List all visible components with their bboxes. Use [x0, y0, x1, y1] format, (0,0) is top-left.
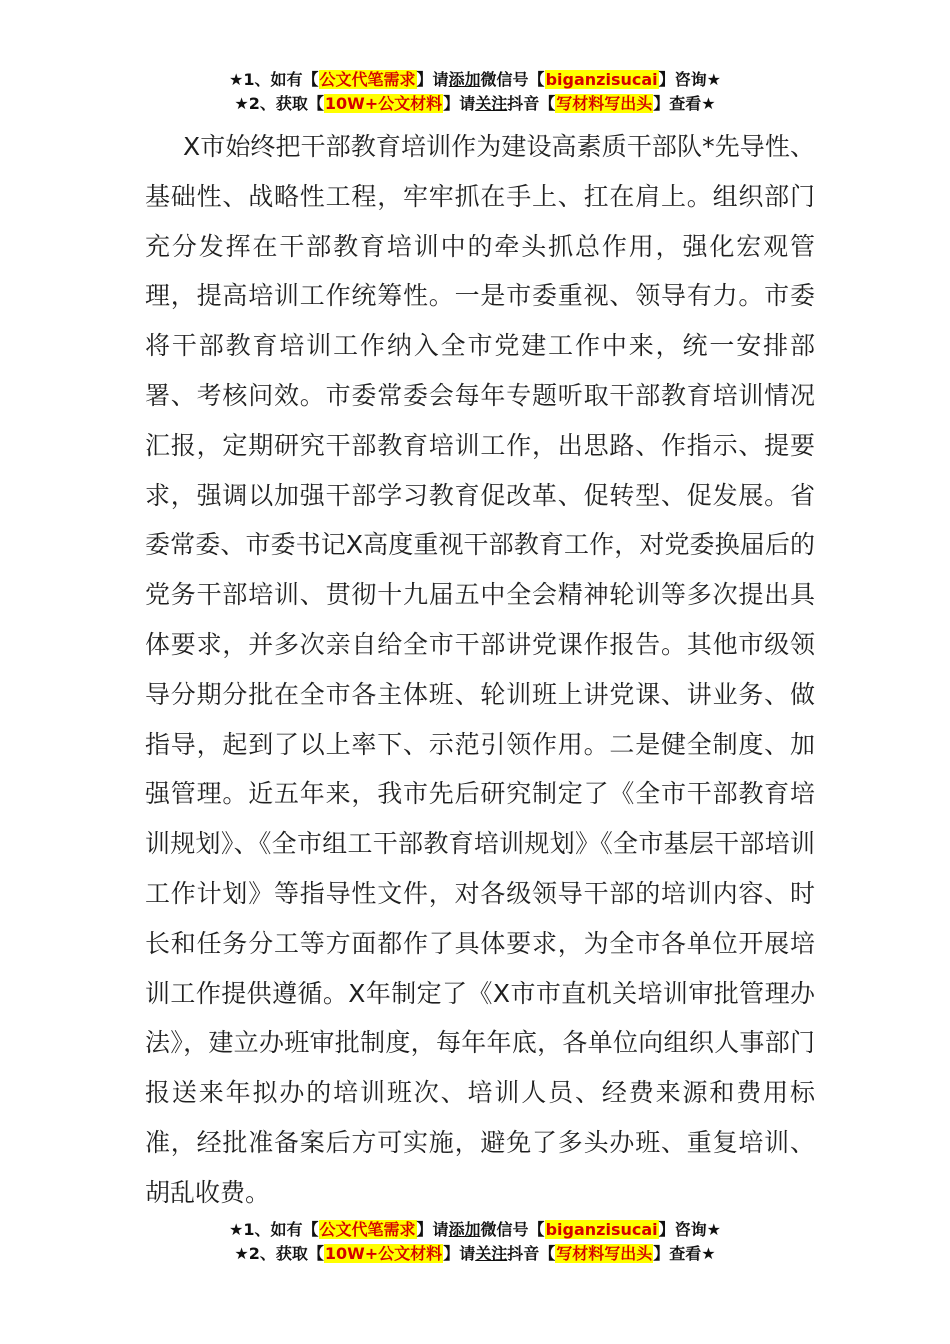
promo-text: 添加: [448, 1220, 481, 1239]
promo-text: 关注: [475, 1244, 508, 1263]
promo-highlight: 写材料写出头: [556, 94, 653, 113]
promo-text: 】咨询★: [658, 1220, 721, 1239]
promo-highlight: 10W+公文材料: [324, 1244, 443, 1263]
document-body: [145, 122, 815, 1218]
promo-text: 】请: [443, 94, 476, 113]
promo-text: ★1、如有【: [229, 70, 319, 89]
promo-text: 微信号【: [480, 1220, 545, 1239]
promo-text: 微信号【: [480, 70, 545, 89]
bottom-promo-banner: [0, 1218, 950, 1266]
promo-text: 抖音【: [507, 94, 556, 113]
promo-line-1: [0, 1218, 950, 1242]
promo-text: 】请: [416, 1220, 449, 1239]
promo-line-2: [0, 1242, 950, 1266]
promo-highlight: 公文代笔需求: [319, 70, 416, 89]
promo-highlight: 写材料写出头: [556, 1244, 653, 1263]
promo-text: 】请: [416, 70, 449, 89]
promo-text: 】咨询★: [658, 70, 721, 89]
promo-text: ★1、如有【: [229, 1220, 319, 1239]
top-promo-banner: [0, 68, 950, 116]
promo-highlight: 10W+公文材料: [324, 94, 443, 113]
promo-line-2: [0, 92, 950, 116]
promo-text: 抖音【: [507, 1244, 556, 1263]
promo-text: ★2、获取【: [234, 1244, 324, 1263]
promo-text: 添加: [448, 70, 481, 89]
document-paragraph: X市始终把干部教育培训作为建设高素质干部队*先导性、基础性、战略性工程，牢牢抓在手上、扛在肩上。组织部门充分发挥在干部教育培训中的牵头抓总作用，强化宏观管理，提高培训工作统筹性。一是市委重视、领导有力。市委将干部教育培训工作纳入全市党建工作中来，统一安排部署、考核问效。市委常委会每年专题听取干部教育培训情况汇报，定期研究干部教育培训工作，出思路、作指示、提要求，强调以加强干部学习教育促改革、促转型、促发展。省委常委、市委书记X高度重视干部教育工作，对党委换届后的党务干部培训、贯彻十九届五中全会精神轮训等多次提出具体要求，并多次亲自给全市干部讲党课作报告。其他市级领导分期分批在全市各主体班、轮训班上讲党课、讲业务、做指导，起到了以上率下、示范引领作用。二是健全制度、加强管理。近五年来，我市先后研究制定了《全市干部教育培训规划》、《全市组工干部教育培训规划》《全市基层干部培训工作计划》等指导性文件，对各级领导干部的培训内容、时长和任务分工等方面都作了具体要求，为全市各单位开展培训工作提供遵循。X年制定了《X市市直机关培训审批管理办法》，建立办班审批制度，每年年底，各单位向组织人事部门报送来年拟办的培训班次、培训人员、经费来源和费用标准，经批准备案后方可实施，避免了多头办班、重复培训、胡乱收费。: [145, 132, 815, 1207]
promo-highlight: 公文代笔需求: [319, 1220, 416, 1239]
promo-highlight: biganzisucai: [545, 1220, 658, 1239]
promo-text: ★2、获取【: [234, 94, 324, 113]
promo-line-1: [0, 68, 950, 92]
promo-text: 】查看★: [653, 94, 716, 113]
promo-highlight: biganzisucai: [545, 70, 658, 89]
promo-text: 关注: [475, 94, 508, 113]
promo-text: 】查看★: [653, 1244, 716, 1263]
promo-text: 】请: [443, 1244, 476, 1263]
